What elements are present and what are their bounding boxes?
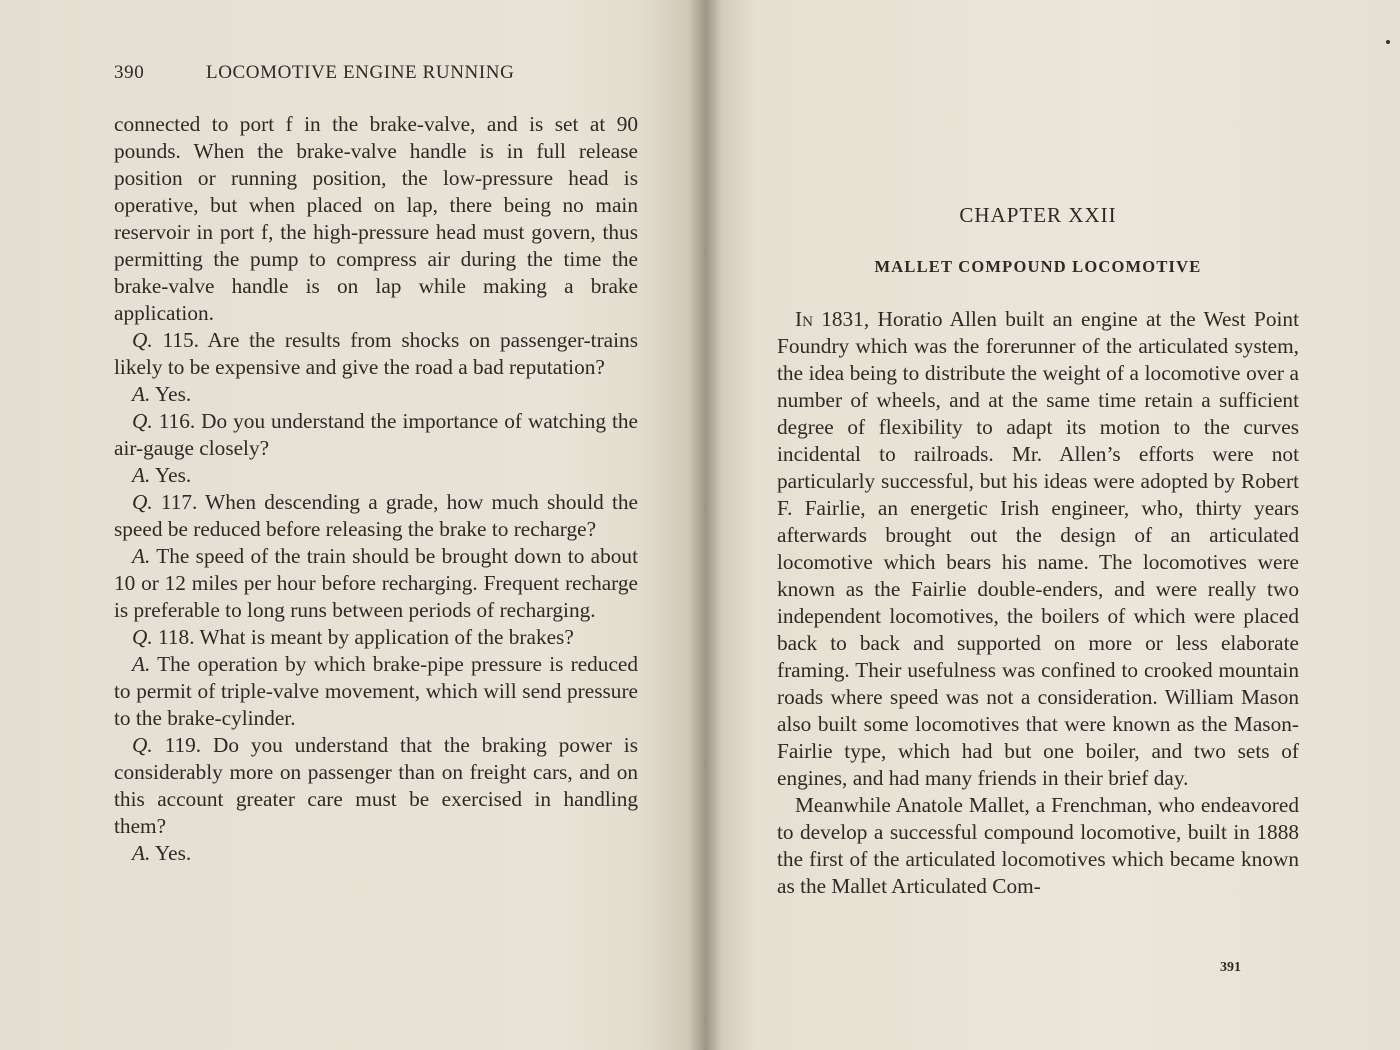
right-page xyxy=(700,0,1400,1050)
paragraph-1 xyxy=(777,306,1299,792)
lead-word: In xyxy=(795,307,813,331)
answer-label: A. xyxy=(132,544,151,568)
question-text: 115. Are the results from shocks on passenger-trains likely to be expensive and give the road a bad reputation? xyxy=(114,328,638,379)
chapter-title: CHAPTER XXII xyxy=(959,203,1117,227)
answer-text: The operation by which brake-pipe pressure is reduced to permit of triple-valve movement, which will send pressure to the brake-cylinder. xyxy=(114,652,638,730)
question-label: Q. xyxy=(132,625,153,649)
question-text: 119. Do you understand that the braking power is considerably more on passenger than on freight cars, and on this account greater care must be exercised in handling them? xyxy=(114,733,638,838)
question-label: Q. xyxy=(132,490,153,514)
question-label: Q. xyxy=(132,328,153,352)
running-head-title: LOCOMOTIVE ENGINE RUNNING xyxy=(206,62,515,83)
right-body-text xyxy=(777,306,1299,900)
question-116 xyxy=(114,408,638,462)
page-number-left: 390 xyxy=(114,62,145,83)
question-119 xyxy=(114,732,638,840)
question-text: 116. Do you understand the importance of watching the air-gauge closely? xyxy=(114,409,638,460)
question-117 xyxy=(114,489,638,543)
answer-label: A. xyxy=(132,652,151,676)
answer-label: A. xyxy=(132,463,151,487)
left-body-text xyxy=(114,111,638,867)
answer-116 xyxy=(114,462,638,489)
answer-label: A. xyxy=(132,382,151,406)
question-118 xyxy=(114,624,638,651)
answer-115 xyxy=(114,381,638,408)
question-text: 117. When descending a grade, how much should the speed be reduced before releasing the brake to recharge? xyxy=(114,490,638,541)
answer-118 xyxy=(114,651,638,732)
page-number-right: 391 xyxy=(1220,960,1241,975)
paragraph-continued: connected to port f in the brake-valve, and is set at 90 pounds. When the brake-valve handle is in full release position or running position, the low-pressure head is operative, but when placed on lap, there being no main reservoir in port f, the high-pressure head must govern, thus permitting the pump to compress air during the time the brake-valve handle is on lap while making a brake application. xyxy=(114,112,638,325)
edge-mark xyxy=(1386,40,1390,44)
answer-text: Yes. xyxy=(150,463,192,487)
chapter-subtitle: MALLET COMPOUND LOCOMOTIVE xyxy=(874,257,1202,276)
answer-text: Yes. xyxy=(150,841,192,865)
question-label: Q. xyxy=(132,409,153,433)
answer-119 xyxy=(114,840,638,867)
question-text: 118. What is meant by application of the brakes? xyxy=(152,625,574,649)
answer-117 xyxy=(114,543,638,624)
paragraph-2: Meanwhile Anatole Mallet, a Frenchman, who endeavored to develop a successful compound locomotive, built in 1888 the first of the articulated locomotives which became known as the Mallet Articulated Com- xyxy=(777,793,1299,898)
paragraph-1-text: 1831, Horatio Allen built an engine at the West Point Foundry which was the forerunner of the articulated system, the idea being to distribute the weight of a locomotive over a number of wheels, and at the same time retain a sufficient degree of flexibility to adapt its motion to the curves incidental to railroads. Mr. Allen’s efforts were not particularly successful, but his ideas were adopted by Robert F. Fairlie, an energetic Irish engineer, who, thirty years afterwards brought out the design of an articulated locomotive which bears his name. The locomotives were known as the Fairlie double-enders, and were really two independent locomotives, the boilers of which were placed back to back and supported on more or less elaborate framing. Their usefulness was confined to crooked mountain roads where speed was not a consideration. William Mason also built some locomotives that were known as the Mason-Fairlie type, which had but one boiler, and two sets of engines, and had many friends in their brief day. xyxy=(777,307,1299,790)
answer-text: The speed of the train should be brought down to about 10 or 12 miles per hour before recharging. Frequent recharge is preferable to long runs between periods of recharging. xyxy=(114,544,638,622)
running-head xyxy=(114,62,638,84)
question-115 xyxy=(114,327,638,381)
answer-text: Yes. xyxy=(150,382,192,406)
answer-label: A. xyxy=(132,841,151,865)
question-label: Q. xyxy=(132,733,153,757)
